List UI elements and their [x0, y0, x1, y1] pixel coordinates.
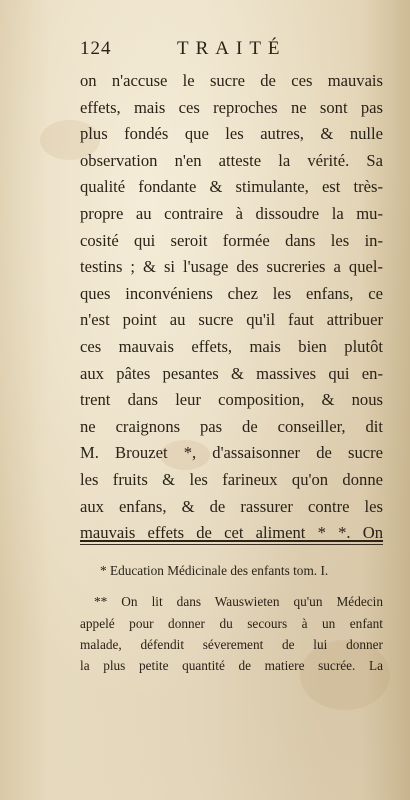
footnote-line: ** On lit dans Wauswieten qu'un Médecin [94, 594, 383, 610]
footnote-divider [80, 540, 383, 545]
text-line: trent dans leur composition, & nous [80, 390, 383, 410]
text-line: ne craignons pas de conseiller, dit [80, 416, 383, 436]
text-line: plus fondés que les autres, & nulle [80, 124, 383, 144]
text-line: on n'accuse le sucre de ces mauvais [80, 71, 383, 90]
text-line: M. Brouzet *, d'assaisonner de sucre [80, 443, 383, 463]
text-line: observation n'en atteste la vérité. Sa [80, 150, 383, 170]
page-number: 124 [80, 38, 112, 59]
text-line: aux pâtes pesantes & massives qui en- [80, 363, 383, 383]
footnote-line: la plus petite quantité de matiere sucrée. La [80, 658, 383, 674]
text-line: testins ; & si l'usage des sucreries a quel- [80, 257, 383, 277]
text-line: mauvais effets de cet aliment * *. On [80, 523, 383, 543]
text-line: propre au contraire à dissoudre la mu- [80, 203, 383, 223]
text-line: cosité qui seroit formée dans les in- [80, 230, 383, 250]
text-line: qualité fondante & stimulante, est très- [80, 177, 383, 197]
footnote-line: malade, défendit séverement de lui donner [80, 636, 383, 652]
footnote-line: appelé pour donner du secours à un enfant [80, 615, 383, 631]
text-line: n'est point au sucre qu'il faut attribuer [80, 310, 383, 330]
footnotes [80, 560, 383, 676]
page-header [80, 38, 380, 68]
footnote-line: * Education Médicinale des enfants tom. I. [100, 563, 329, 578]
body-text [80, 68, 383, 547]
text-line: aux enfans, & de rassurer contre les [80, 496, 383, 516]
text-line: les fruits & les farineux qu'on donne [80, 469, 383, 489]
text-line: ques inconvéniens chez les enfans, ce [80, 283, 383, 303]
running-head: TRAITÉ [177, 38, 287, 59]
text-line: effets, mais ces reproches ne sont pas [80, 97, 383, 117]
text-line: ces mauvais effets, mais bien plutôt [80, 336, 383, 356]
